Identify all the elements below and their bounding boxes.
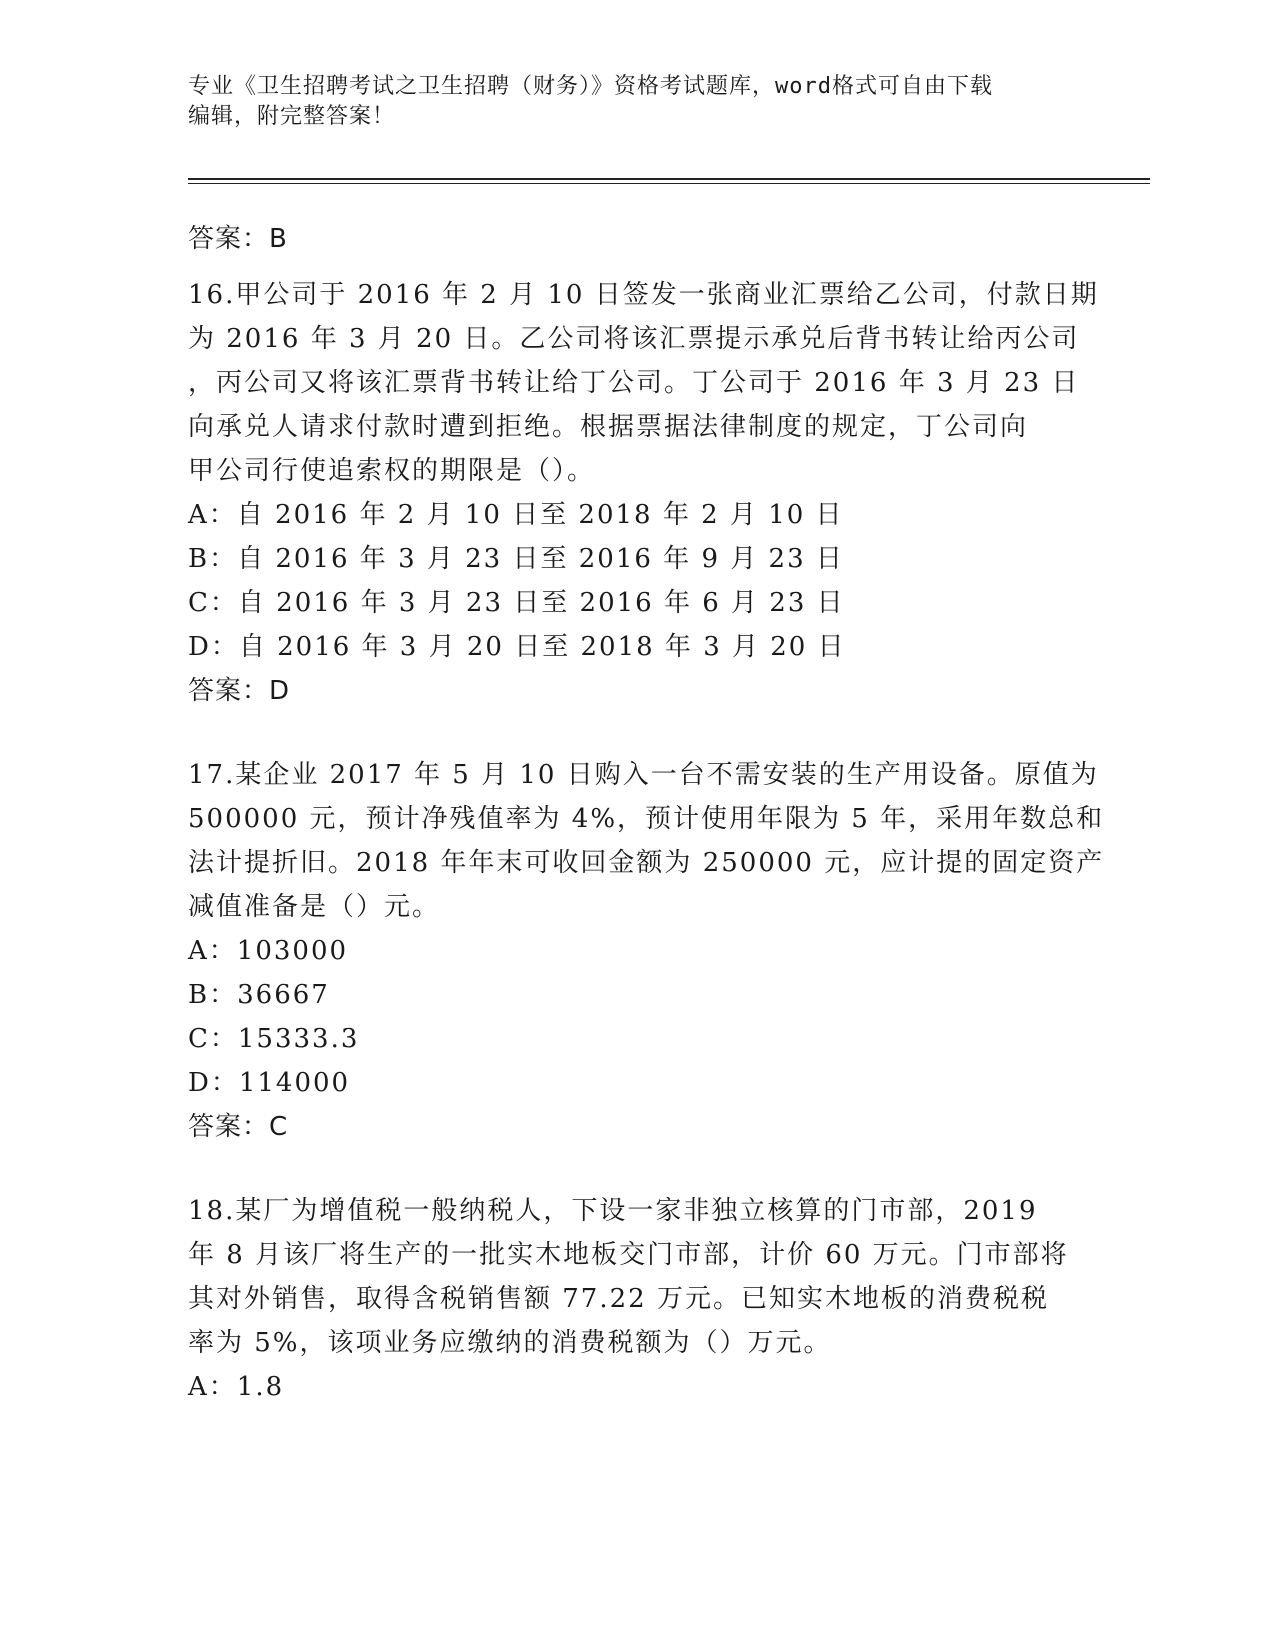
question-18-line-1: 18.某厂为增值税一般纳税人，下设一家非独立核算的门市部，2019	[188, 1196, 1038, 1226]
question-16	[188, 274, 1099, 706]
answer-17: 答案：C	[188, 1112, 289, 1142]
question-16-line-4: 向承兑人请求付款时遭到拒绝。根据票据法律制度的规定，丁公司向	[188, 412, 1029, 442]
option-16-a: A：自 2016 年 2 月 10 日至 2018 年 2 月 10 日	[188, 500, 844, 530]
option-17-d: D：114000	[188, 1068, 351, 1098]
question-18-line-4: 率为 5%，该项业务应缴纳的消费税额为（）万元。	[188, 1328, 832, 1358]
header-divider-thick	[188, 178, 1150, 180]
option-17-c: C：15333.3	[188, 1024, 360, 1054]
option-16-b: B：自 2016 年 3 月 23 日至 2016 年 9 月 23 日	[188, 544, 844, 574]
option-16-d: D：自 2016 年 3 月 20 日至 2018 年 3 月 20 日	[188, 632, 846, 662]
option-16-c: C：自 2016 年 3 月 23 日至 2016 年 6 月 23 日	[188, 588, 845, 618]
header-line-1: 专业《卫生招聘考试之卫生招聘（财务）》资格考试题库，word格式可自由下载	[188, 74, 993, 99]
question-17-line-1: 17.某企业 2017 年 5 月 10 日购入一台不需安装的生产用设备。原值为	[188, 760, 1099, 790]
question-16-line-3: ，丙公司又将该汇票背书转让给丁公司。丁公司于 2016 年 3 月 23 日	[188, 368, 1080, 398]
question-16-line-2: 为 2016 年 3 月 20 日。乙公司将该汇票提示承兑后背书转让给丙公司	[188, 324, 1080, 354]
question-18	[188, 1190, 1088, 1400]
question-18-line-3: 其对外销售，取得含税销售额 77.22 万元。已知实木地板的消费税税	[188, 1284, 1049, 1314]
question-17-line-4: 减值准备是（）元。	[188, 892, 441, 922]
answer-15: 答案：B	[188, 224, 288, 254]
question-18-line-2: 年 8 月该厂将生产的一批实木地板交门市部，计价 60 万元。门市部将	[188, 1240, 1069, 1270]
option-17-a: A：103000	[188, 936, 349, 966]
header-divider-thin	[188, 183, 1150, 184]
question-16-line-1: 16.甲公司于 2016 年 2 月 10 日签发一张商业汇票给乙公司，付款日期	[188, 280, 1099, 310]
question-17-line-3: 法计提折旧。2018 年年末可收回金额为 250000 元，应计提的固定资产	[188, 848, 1105, 878]
document-header	[188, 72, 1088, 132]
question-17	[188, 754, 1105, 1142]
option-17-b: B：36667	[188, 980, 330, 1010]
answer-16: 答案：D	[188, 676, 291, 706]
header-line-2: 编辑，附完整答案！	[188, 104, 396, 129]
option-18-a: A：1.8	[188, 1372, 285, 1402]
question-17-line-2: 500000 元，预计净残值率为 4%，预计使用年限为 5 年，采用年数总和	[188, 804, 1105, 834]
question-16-line-5: 甲公司行使追索权的期限是（）。	[188, 456, 596, 486]
